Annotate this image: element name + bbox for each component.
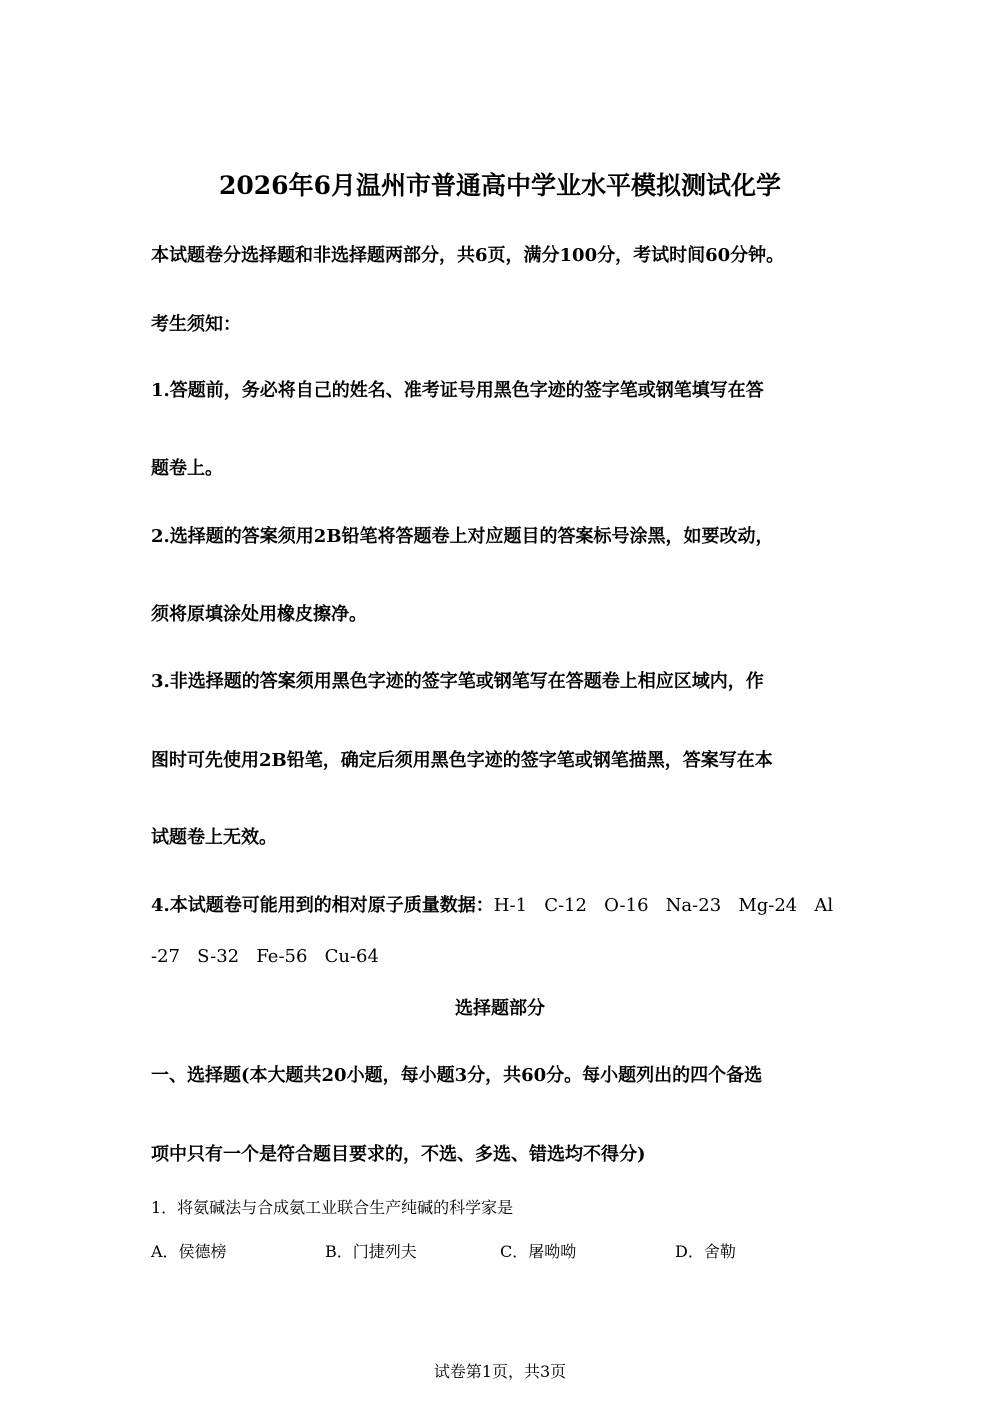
question-1-option-d: D．舍勒 bbox=[675, 1242, 736, 1261]
notice-heading: 考生须知： bbox=[151, 314, 241, 335]
notice-4-label: 4.本试题卷可能用到的相对原子质量数据： bbox=[151, 895, 494, 916]
question-1-option-b: B．门捷列夫 bbox=[325, 1242, 417, 1261]
exam-intro: 本试题卷分选择题和非选择题两部分，共6页，满分100分，考试时间60分钟。 bbox=[151, 245, 785, 266]
notice-1-line-1: 1.答题前，务必将自己的姓名、准考证号用黑色字迹的签字笔或钢笔填写在答 bbox=[151, 380, 764, 401]
section-title: 选择题部分 bbox=[455, 998, 545, 1019]
question-1-option-c: C．屠呦呦 bbox=[500, 1242, 577, 1261]
notice-3-line-2: 图时可先使用2B铅笔，确定后须用黑色字迹的签字笔或钢笔描黑，答案写在本 bbox=[151, 750, 773, 771]
notice-1-line-2: 题卷上。 bbox=[151, 458, 223, 479]
notice-4-line-1 bbox=[151, 897, 860, 915]
question-1-option-a: A．侯德榜 bbox=[151, 1242, 227, 1261]
notice-2-line-1: 2.选择题的答案须用2B铅笔将答题卷上对应题目的答案标号涂黑，如要改动， bbox=[151, 526, 774, 547]
exam-title: 2026年6月温州市普通高中学业水平模拟测试化学 bbox=[219, 171, 781, 200]
question-1-stem: 1．将氨碱法与合成氨工业联合生产纯碱的科学家是 bbox=[151, 1198, 514, 1217]
atomic-masses-line-1: H-1 C-12 O-16 Na-23 Mg-24 Al bbox=[493, 895, 834, 916]
notice-2-line-2: 须将原填涂处用橡皮擦净。 bbox=[151, 604, 367, 625]
part1-heading-line-1: 一、选择题(本大题共20小题，每小题3分，共60分。每小题列出的四个备选 bbox=[151, 1065, 763, 1086]
page-footer: 试卷第1页，共3页 bbox=[433, 1362, 567, 1381]
atomic-masses-line-2: -27 S-32 Fe-56 Cu-64 bbox=[151, 946, 379, 967]
notice-3-line-3: 试题卷上无效。 bbox=[151, 827, 277, 848]
question-1-options bbox=[151, 1239, 851, 1261]
notice-3-line-1: 3.非选择题的答案须用黑色字迹的签字笔或钢笔写在答题卷上相应区域内，作 bbox=[151, 671, 764, 692]
part1-heading-line-2: 项中只有一个是符合题目要求的，不选、多选、错选均不得分) bbox=[151, 1144, 646, 1165]
